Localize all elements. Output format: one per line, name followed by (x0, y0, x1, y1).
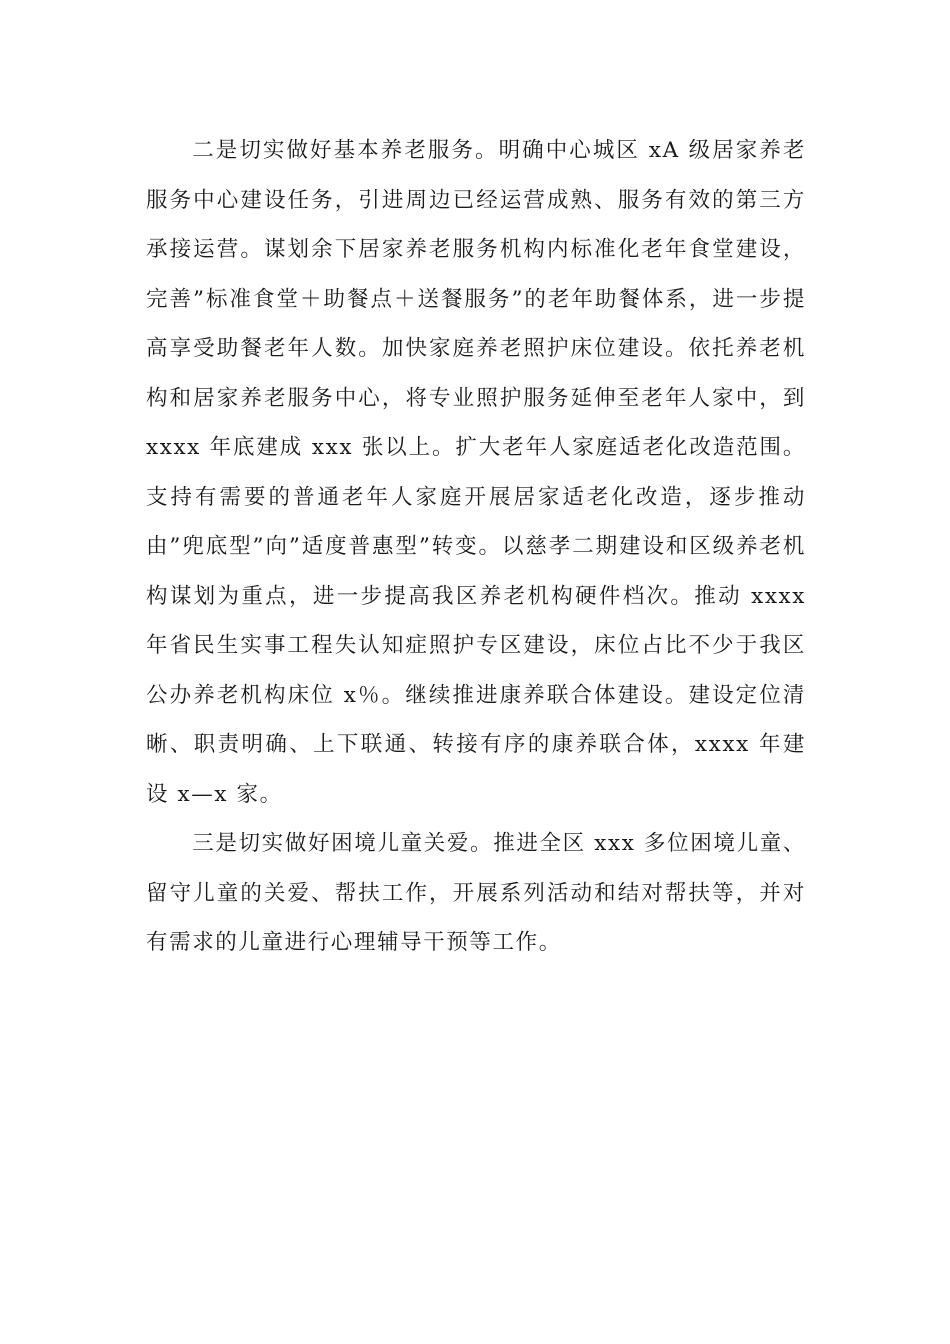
paragraph-elderly-care-services: 二是切实做好基本养老服务。明确中心城区 xA 级居家养老服务中心建设任务，引进周边已经运营成熟、服务有效的第三方承接运营。谋划余下居家养老服务机构内标准化老年食堂建设，完善”标准食堂＋助餐点＋送餐服务”的老年助餐体系，进一步提高享受助餐老年人数。加快家庭养老照护床位建设。依托养老机构和居家养老服务中心，将专业照护服务延伸至老年人家中，到 xxxx 年底建成 xxx 张以上。扩大老年人家庭适老化改造范围。支持有需要的普通老年人家庭开展居家适老化改造，逐步推动由”兜底型”向”适度普惠型”转变。以慈孝二期建设和区级养老机构谋划为重点，进一步提高我区养老机构硬件档次。推动 xxxx 年省民生实事工程失认知症照护专区建设，床位占比不少于我区公办养老机构床位 x％。继续推进康养联合体建设。建设定位清晰、职责明确、上下联通、转接有序的康养联合体，xxxx 年建设 x—x 家。 (146, 138, 806, 807)
paragraph-children-care: 三是切实做好困境儿童关爱。推进全区 xxx 多位困境儿童、留守儿童的关爱、帮扶工作，开展系列活动和结对帮扶等，并对有需求的儿童进行心理辅导干预等工作。 (146, 831, 806, 955)
document-body (146, 126, 806, 968)
